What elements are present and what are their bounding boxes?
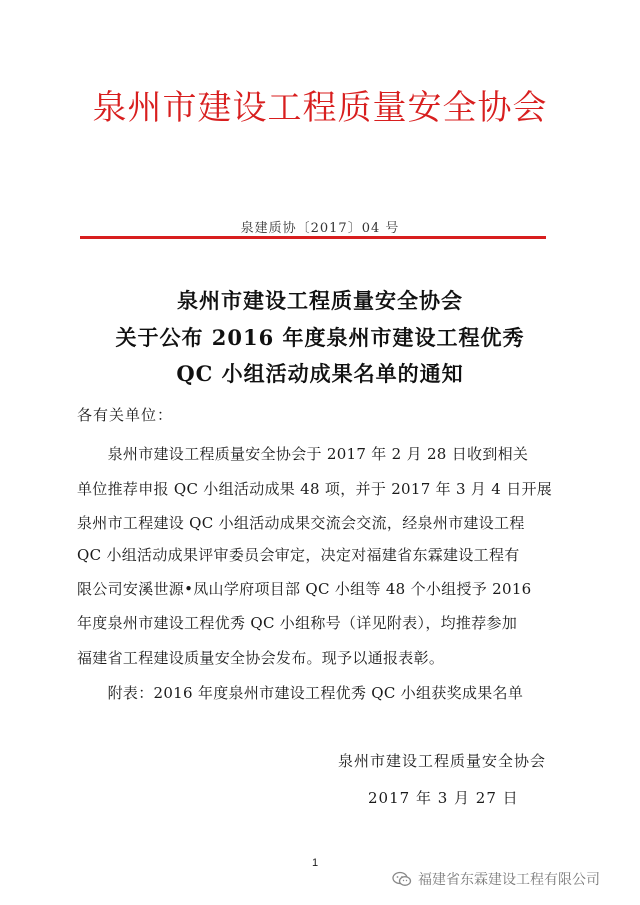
wechat-icon [392, 871, 412, 887]
watermark [392, 869, 600, 889]
body-line: 福建省工程建设质量安全协会发布。现予以通报表彰。 [77, 649, 445, 667]
body-line: 年度泉州市建设工程优秀 QC 小组称号（详见附表），均推荐参加 [77, 614, 518, 632]
red-divider [80, 236, 546, 239]
body-line: 泉州市建设工程质量安全协会于 2017 年 2 月 28 日收到相关 [77, 445, 529, 463]
organization-header: 泉州市建设工程质量安全协会 [92, 88, 548, 128]
salutation: 各有关单位： [77, 406, 174, 424]
body-line: 限公司安溪世源•凤山学府项目部 QC 小组等 48 个小组授予 2016 [77, 580, 532, 598]
page-number: 1 [312, 857, 319, 869]
body-line: QC 小组活动成果评审委员会审定，决定对福建省东霖建设工程有 [77, 546, 520, 564]
signature-date: 2017 年 3 月 27 日 [368, 789, 519, 807]
notice-title-line-1: 泉州市建设工程质量安全协会 [177, 288, 463, 313]
signature-organization: 泉州市建设工程质量安全协会 [338, 752, 547, 770]
watermark-text: 福建省东霖建设工程有限公司 [418, 871, 600, 887]
notice-title-line-3: QC 小组活动成果名单的通知 [176, 361, 464, 386]
attachment-line: 附表：2016 年度泉州市建设工程优秀 QC 小组获奖成果名单 [77, 684, 524, 702]
notice-title-line-2: 关于公布 2016 年度泉州市建设工程优秀 [115, 325, 525, 350]
document-number: 泉建质协〔2017〕04 号 [240, 221, 400, 236]
body-line: 泉州市工程建设 QC 小组活动成果交流会交流，经泉州市建设工程 [77, 514, 525, 532]
body-line: 单位推荐申报 QC 小组活动成果 48 项，并于 2017 年 3 月 4 日开展 [77, 480, 553, 498]
